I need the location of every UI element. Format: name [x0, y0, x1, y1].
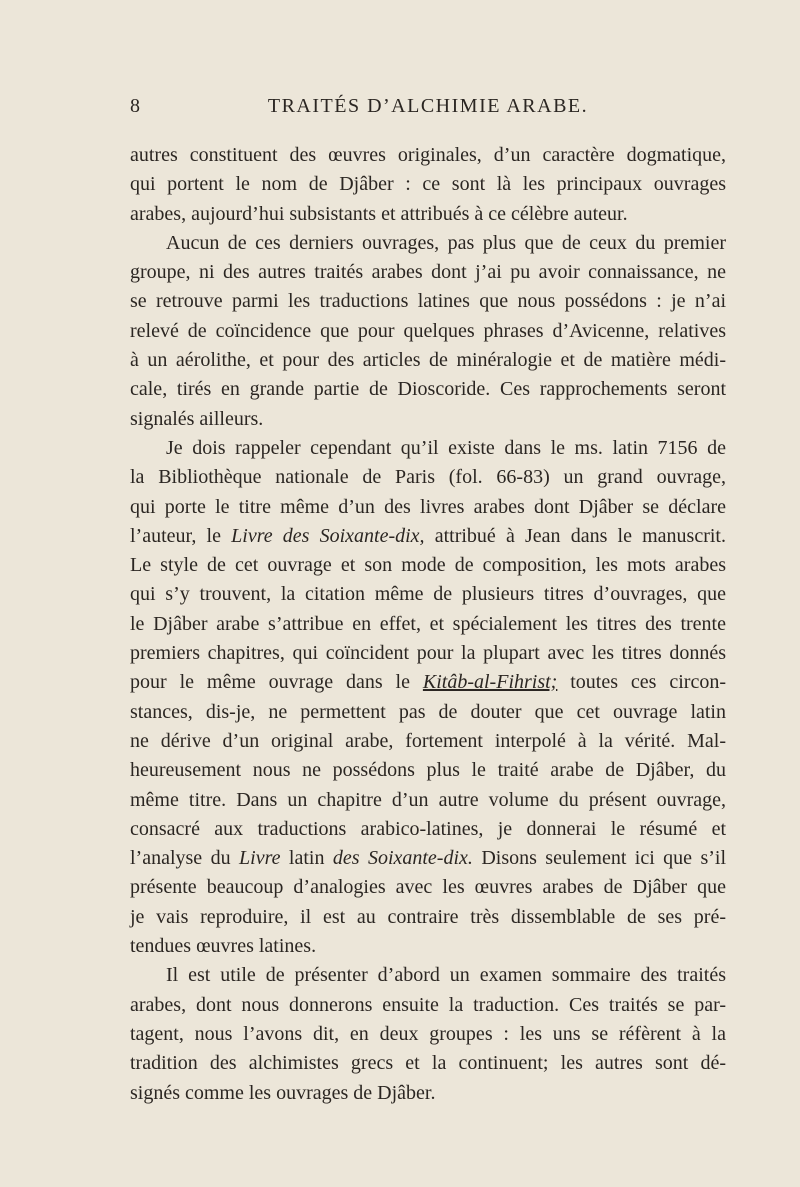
text-line: heureusement nous ne possédons plus le traité arabe de Djâber, du	[130, 759, 726, 782]
text-line: tagent, nous l’avons dit, en deux groupes : les uns se réfèrent à la	[130, 1022, 726, 1045]
text-line: je vais reproduire, il est au contraire très dissemblable de ses pré-	[130, 905, 726, 928]
text-line: à un aérolithe, et pour des articles de minéralogie et de matière médi-	[130, 349, 726, 372]
text-run: latin	[280, 847, 333, 870]
text-line	[130, 668, 726, 697]
text-line: qui porte le titre même d’un des livres arabes dont Djâber se déclare	[130, 495, 726, 518]
text-line	[130, 522, 726, 551]
text-line: consacré aux traductions arabico-latines, je donnerai le résumé et	[130, 817, 726, 840]
book-title-livre-des-soixante-dix: Livre des Soixante-dix,	[231, 524, 425, 547]
text-line: stances, dis-je, ne permettent pas de douter que cet ouvrage latin	[130, 700, 726, 723]
running-header	[130, 95, 726, 123]
body-text	[130, 141, 726, 1108]
text-run: pour le même ouvrage dans le	[130, 671, 423, 694]
text-line: signés comme les ouvrages de Djâber.	[130, 1081, 436, 1104]
page-number: 8	[130, 95, 141, 117]
text-line: tendues œuvres latines.	[130, 935, 317, 958]
text-line: cale, tirés en grande partie de Dioscoride. Ces rapprochements seront	[130, 378, 726, 401]
text-line: qui s’y trouvent, la citation même de plusieurs titres d’ouvrages, que	[130, 583, 726, 606]
text-line: arabes, aujourd’hui subsistants et attribués à ce célèbre auteur.	[130, 202, 628, 225]
text-line: se retrouve parmi les traductions latines que nous possédons : je n’ai	[130, 290, 726, 313]
text-run: attribué à Jean dans le manuscrit.	[424, 524, 726, 547]
text-line: signalés ailleurs.	[130, 407, 264, 430]
text-line: présente beaucoup d’analogies avec les œuvres arabes de Djâber que	[130, 876, 726, 899]
book-title-livre: Livre	[239, 847, 281, 870]
text-line: Je dois rappeler cependant qu’il existe dans le ms. latin 7156 de	[166, 436, 726, 459]
text-line: Aucun de ces derniers ouvrages, pas plus que de ceux du premier	[166, 231, 726, 254]
text-line: la Bibliothèque nationale de Paris (fol. 66-83) un grand ouvrage,	[130, 466, 726, 489]
text-line	[130, 844, 726, 873]
text-line: même titre. Dans un chapitre d’un autre volume du présent ouvrage,	[130, 788, 726, 811]
text-line: tradition des alchimistes grecs et la continuent; les autres sont dé-	[130, 1052, 726, 1075]
text-run: Disons seulement ici que s’il	[472, 847, 727, 870]
text-run: l’analyse du	[130, 847, 240, 870]
text-line: ne dérive d’un original arabe, fortement interpolé à la vérité. Mal-	[130, 729, 726, 752]
text-line: Le style de cet ouvrage et son mode de composition, les mots arabes	[130, 554, 726, 577]
text-line: qui portent le nom de Djâber : ce sont là les principaux ouvrages	[130, 173, 726, 196]
text-line: premiers chapitres, qui coïncident pour la plupart avec les titres donnés	[130, 642, 726, 665]
text-run: toutes ces circon-	[557, 671, 726, 694]
book-title-des-soixante-dix: des Soixante-dix.	[332, 847, 473, 870]
text-run: l’auteur, le	[130, 524, 232, 547]
book-title-kitab-al-fihrist: Kitâb-al-Fihrist;	[422, 671, 558, 694]
text-line: autres constituent des œuvres originales, d’un caractère dogmatique,	[130, 144, 726, 166]
text-line: Il est utile de présenter d’abord un examen sommaire des traités	[166, 964, 726, 987]
text-line: arabes, dont nous donnerons ensuite la traduction. Ces traités se par-	[130, 993, 726, 1016]
running-title: TRAITÉS D’ALCHIMIE ARABE.	[267, 95, 589, 117]
text-line: groupe, ni des autres traités arabes dont j’ai pu avoir connaissance, ne	[130, 261, 726, 284]
text-line: relevé de coïncidence que pour quelques phrases d’Avicenne, relatives	[130, 319, 726, 342]
text-line: le Djâber arabe s’attribue en effet, et spécialement les titres des trente	[130, 612, 726, 635]
